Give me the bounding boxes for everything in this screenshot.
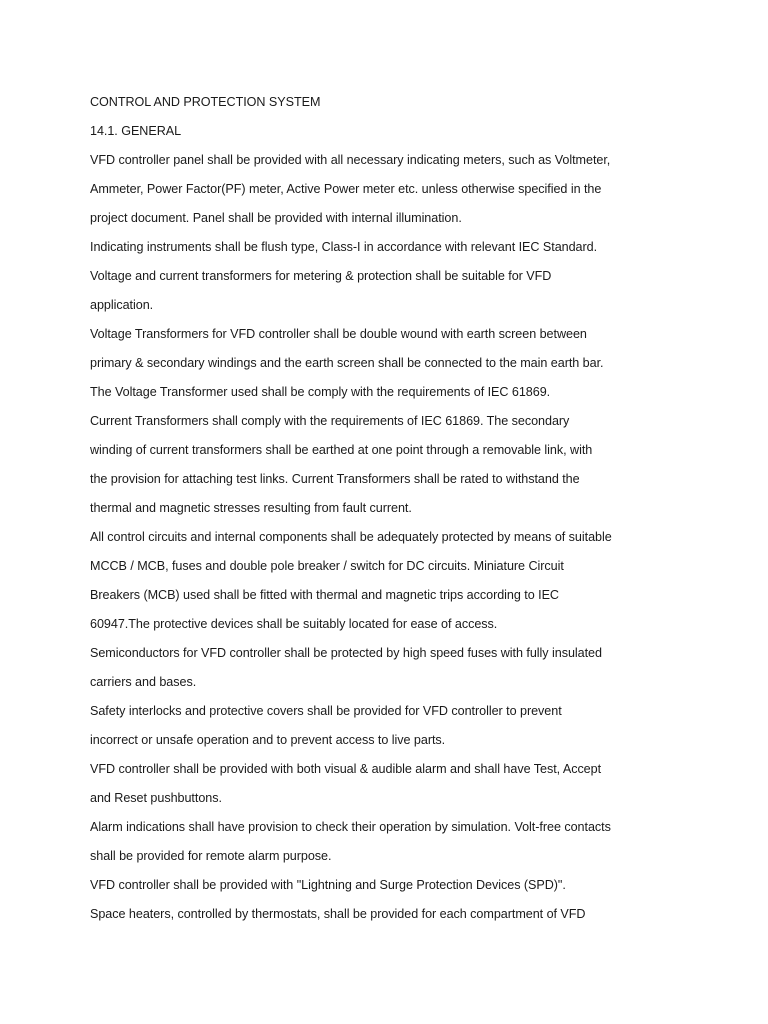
text-line: Space heaters, controlled by thermostats, shall be provided for each compartment of VFD: [90, 907, 586, 921]
text-line: winding of current transformers shall be earthed at one point through a removable link, with: [90, 443, 593, 457]
text-line: All control circuits and internal components shall be adequately protected by means of suitable: [90, 530, 612, 544]
text-line: shall be provided for remote alarm purpose.: [90, 849, 332, 863]
text-line: carriers and bases.: [90, 675, 197, 689]
text-line: project document. Panel shall be provided with internal illumination.: [90, 211, 462, 225]
section-heading: CONTROL AND PROTECTION SYSTEM: [90, 95, 321, 109]
text-line: thermal and magnetic stresses resulting from fault current.: [90, 501, 412, 515]
text-line: MCCB / MCB, fuses and double pole breaker / switch for DC circuits. Miniature Circuit: [90, 559, 564, 573]
text-line: application.: [90, 298, 154, 312]
document-body: [90, 88, 650, 929]
text-line: Alarm indications shall have provision to check their operation by simulation. Volt-free contacts: [90, 820, 611, 834]
text-line: Indicating instruments shall be flush type, Class-I in accordance with relevant IEC Standard.: [90, 240, 598, 254]
text-line: the provision for attaching test links. Current Transformers shall be rated to withstand the: [90, 472, 580, 486]
text-line: Current Transformers shall comply with the requirements of IEC 61869. The secondary: [90, 414, 570, 428]
text-line: Breakers (MCB) used shall be fitted with thermal and magnetic trips according to IEC: [90, 588, 559, 602]
text-line: VFD controller shall be provided with both visual & audible alarm and shall have Test, Accept: [90, 762, 602, 776]
text-line: Semiconductors for VFD controller shall be protected by high speed fuses with fully insulated: [90, 646, 602, 660]
text-line: Voltage and current transformers for metering & protection shall be suitable for VFD: [90, 269, 552, 283]
text-line: incorrect or unsafe operation and to prevent access to live parts.: [90, 733, 446, 747]
text-line: Voltage Transformers for VFD controller shall be double wound with earth screen between: [90, 327, 587, 341]
text-line: and Reset pushbuttons.: [90, 791, 222, 805]
text-line: Ammeter, Power Factor(PF) meter, Active Power meter etc. unless otherwise specified in the: [90, 182, 602, 196]
text-line: primary & secondary windings and the earth screen shall be connected to the main earth bar.: [90, 356, 604, 370]
subsection-heading: 14.1. GENERAL: [90, 124, 182, 138]
text-line: VFD controller panel shall be provided with all necessary indicating meters, such as Voltmeter,: [90, 153, 611, 167]
text-line: VFD controller shall be provided with "Lightning and Surge Protection Devices (SPD)".: [90, 878, 566, 892]
text-line: 60947.The protective devices shall be suitably located for ease of access.: [90, 617, 498, 631]
text-line: The Voltage Transformer used shall be comply with the requirements of IEC 61869.: [90, 385, 551, 399]
text-line: Safety interlocks and protective covers shall be provided for VFD controller to prevent: [90, 704, 562, 718]
